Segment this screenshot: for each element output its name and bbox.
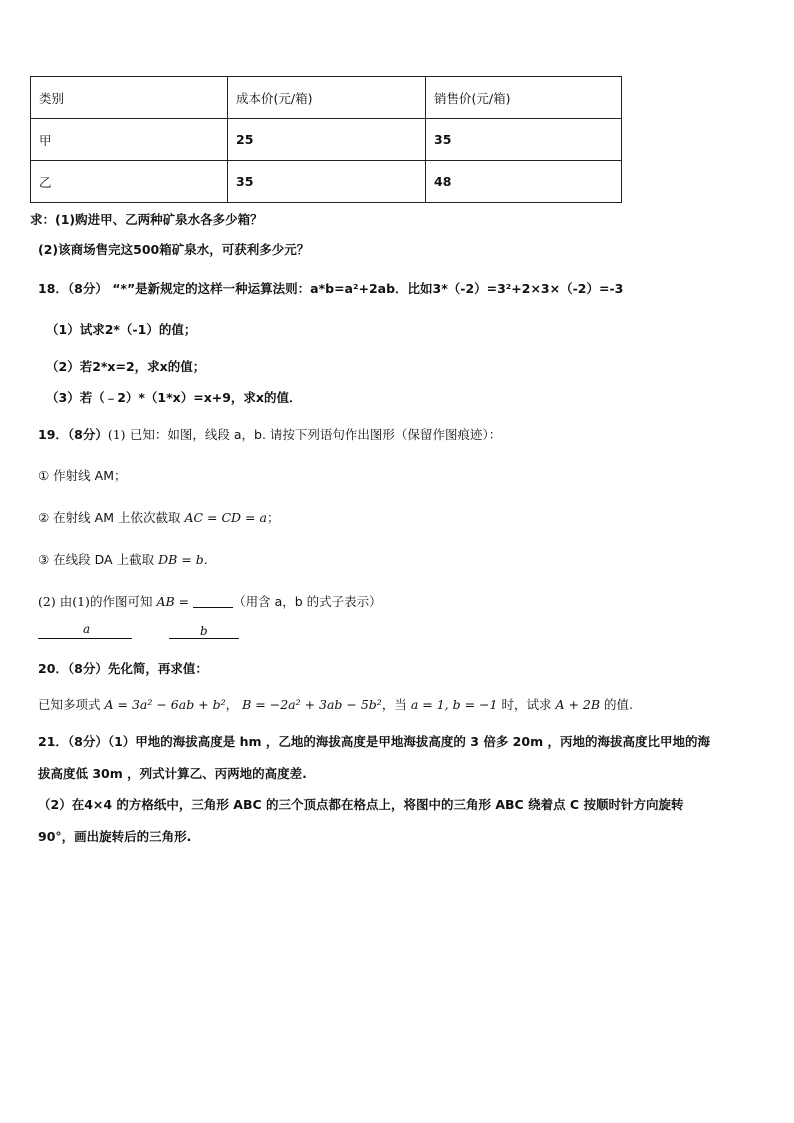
q19-part1-text: 已知：如图，线段 a，b. 请按下列语句作出图形（保留作图痕迹）： <box>129 427 502 442</box>
table-header-cell: 销售价(元/箱) <box>426 77 622 119</box>
table-header-row <box>31 77 622 119</box>
q20-condition: a = 1, b = −1 <box>410 697 498 712</box>
q20-ask: 时，试求 <box>501 697 552 712</box>
q18-part2: （2）若2*x=2，求x的值； <box>46 359 206 374</box>
q19-stem: 19．（8分） <box>38 427 108 442</box>
polynomial-a: A = 3a² − 6ab + b² <box>104 697 226 712</box>
q17-ask1: 求：(1)购进甲、乙两种矿泉水各多少箱？ <box>30 212 263 227</box>
q19-part2-mid: 的作图可知 <box>89 594 153 609</box>
table-cell: 35 <box>228 161 426 203</box>
table-header-cell: 类别 <box>31 77 228 119</box>
answer-blank[interactable] <box>193 595 233 608</box>
price-table <box>30 76 622 203</box>
segment-b-label: b <box>200 624 208 638</box>
q19-step2-math: AC = CD = a <box>184 510 267 525</box>
q19-step2-punct: ； <box>266 510 280 525</box>
q19-part2 <box>38 592 382 610</box>
q19-step3-punct: . <box>203 552 208 567</box>
q19-part2-number: (2) <box>38 594 56 609</box>
table-cell: 乙 <box>31 161 228 203</box>
q19-step3 <box>38 550 208 568</box>
table-cell: 48 <box>426 161 622 203</box>
table-row <box>31 161 622 203</box>
segment-a-label: a <box>83 622 91 636</box>
q21-line3: （2）在4×4 的方格纸中，三角形 ABC 的三个顶点都在格点上，将图中的三角形 ABC 绕着点 C 按顺时针方向旋转 <box>38 797 684 812</box>
polynomial-b: B = −2a² + 3ab − 5b² <box>242 697 382 712</box>
q19-step2-text: ② 在射线 AM 上依次截取 <box>38 510 181 525</box>
q18-part1: （1）试求2*（-1）的值； <box>46 322 197 337</box>
q20-ask-post: 的值. <box>604 697 633 712</box>
q20-text: 已知多项式 <box>38 697 101 712</box>
q19-part2-post: （用含 a，b 的式子表示） <box>233 594 382 609</box>
q19-step3-text: ③ 在线段 DA 上截取 <box>38 552 155 567</box>
q19-step1: ① 作射线 AM； <box>38 468 127 483</box>
table-cell: 25 <box>228 119 426 161</box>
table-row <box>31 119 622 161</box>
q19-step2 <box>38 508 279 526</box>
q20-ask-math: A + 2B <box>555 697 601 712</box>
q19-step3-math: DB = b <box>158 552 204 567</box>
q19-part1-number: (1) <box>107 427 126 442</box>
table-cell: 35 <box>426 119 622 161</box>
q20-expression: 已知多项式 A = 3a² − 6ab + b²， B = −2a² + 3ab − 5b²，当 a = 1, b = −1 时，试求 A + 2B 的值. <box>38 697 633 712</box>
q19-part2-pre: 由 <box>59 594 73 609</box>
q20-stem: 20．（8分）先化简，再求值： <box>38 661 208 676</box>
table-header-cell: 成本价(元/箱) <box>228 77 426 119</box>
q20-when: ，当 <box>381 697 407 712</box>
q17-ask2: (2)该商场售完这500箱矿泉水，可获利多少元？ <box>38 242 310 257</box>
q21-line2: 拔高度低 30m ，列式计算乙、丙两地的高度差. <box>38 766 307 781</box>
q18-stem: 18．（8分） “*”是新规定的这样一种运算法则：a*b=a²+2ab．比如3*（-2）=3²+2×3×（-2）=-3 <box>38 281 624 296</box>
q19-stem-line <box>38 425 501 443</box>
q21-line1: 21．（8分）（1）甲地的海拔高度是 hm ，乙地的海拔高度是甲地海拔高度的 3 倍多 20m ，丙地的海拔高度比甲地的海 <box>38 734 710 749</box>
q19-part2-math: AB = <box>156 594 190 609</box>
q19-part2-ref: (1) <box>72 594 90 609</box>
q18-part3: （3）若（﹣2）*（1*x）=x+9，求x的值． <box>46 390 302 405</box>
segment-b <box>169 638 239 639</box>
segment-a <box>38 638 132 639</box>
q21-line4: 90°，画出旋转后的三角形. <box>38 829 192 844</box>
table-cell: 甲 <box>31 119 228 161</box>
